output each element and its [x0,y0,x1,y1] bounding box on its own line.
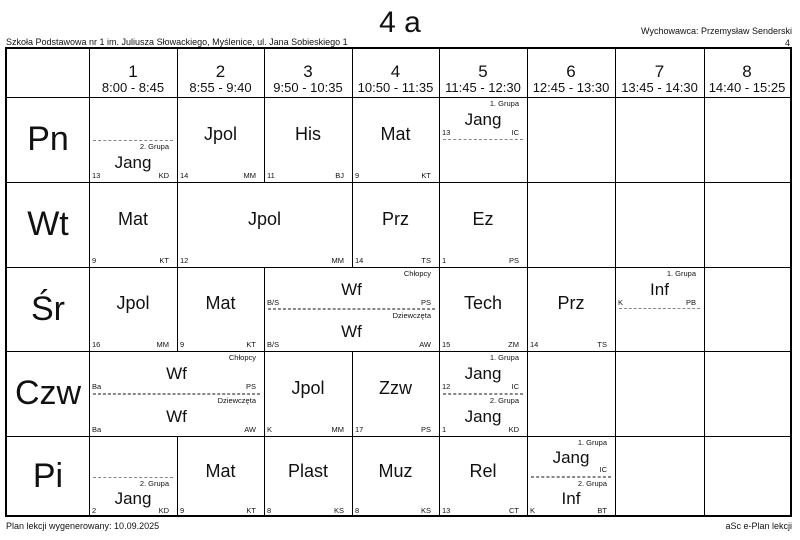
lesson-room: B/S [267,339,280,349]
lesson-subject: Wf [166,364,187,384]
lesson-cell [89,267,177,351]
column-separator [704,182,705,267]
lesson-room: K [618,297,624,307]
lesson-subject: Jpol [116,293,150,313]
lesson-cell [352,351,439,436]
day-label-2: Wt [27,205,69,243]
lesson-subject: Wf [341,322,362,341]
lesson-cell [177,436,264,517]
column-separator [527,351,528,436]
lesson-subject: Mat [205,460,236,481]
lesson-subject: Inf [561,488,581,508]
group-divider [531,477,611,478]
lesson-group: 2. Grupa [139,141,169,151]
lesson-room: K [530,505,536,515]
lesson-room: 13 [92,170,101,180]
period-time: 10:50 - 11:35 [357,80,434,95]
lesson-room: 13 [442,505,451,515]
lesson-cell [527,477,615,518]
period-header-6 [527,49,615,97]
period-number: 4 [390,62,401,81]
period-time: 14:40 - 15:25 [708,80,786,95]
group-divider [268,309,435,310]
lesson-room: 15 [442,339,451,349]
lesson-cell [439,97,527,140]
lesson-teacher: PS [245,382,256,391]
lesson-group: Chłopcy [403,269,431,278]
column-separator [615,436,616,517]
lesson-cell [89,140,177,183]
lesson-cell [439,436,527,517]
lesson-cell [439,182,527,267]
period-number: 8 [742,62,752,81]
day-label-4: Czw [14,374,82,412]
period-time: 13:45 - 14:30 [621,80,698,95]
lesson-group: Dziewczęta [392,311,431,320]
lesson-teacher: KD [508,424,519,434]
period-header-8 [704,49,790,97]
lesson-cell [439,351,527,394]
lesson-group: 1. Grupa [666,269,696,278]
lesson-subject: Plast [287,460,329,481]
lesson-room: 1 [442,424,447,434]
group-divider [93,140,173,141]
group-divider [93,394,260,395]
period-time: 9:50 - 10:35 [273,80,343,95]
lesson-subject: Ez [472,208,494,229]
lesson-group: 2. Grupa [489,395,519,405]
lesson-cell [264,351,352,436]
lesson-room: 14 [180,170,189,180]
period-header-2 [177,49,264,97]
lesson-teacher: PS [420,424,431,434]
lesson-cell [264,267,439,309]
lesson-room: 13 [442,128,451,137]
column-separator [615,182,616,267]
lesson-subject: Muz [378,460,413,481]
lesson-subject: Mat [380,123,411,144]
lesson-room: 1 [442,255,447,265]
lesson-teacher: IC [511,382,519,391]
lesson-subject: Wf [166,406,187,426]
lesson-teacher: BT [597,505,607,515]
lesson-teacher: TS [597,339,607,349]
lesson-subject: Jpol [291,377,325,398]
lesson-room: 17 [355,424,364,434]
lesson-subject: Zzw [379,377,412,398]
lesson-group: 1. Grupa [489,99,519,108]
period-header-7 [615,49,704,97]
lesson-cell [527,436,615,477]
lesson-teacher: MM [331,255,344,265]
period-header-5 [439,49,527,97]
lesson-cell [177,267,264,351]
lesson-subject: Prz [382,208,409,229]
lesson-room: 9 [180,339,185,349]
lesson-teacher: AW [244,424,256,434]
day-label-5: Pi [32,457,64,495]
lesson-teacher: KD [158,505,169,515]
lesson-subject: Jang [114,152,152,172]
lesson-cell [352,182,439,267]
lesson-cell [439,394,527,437]
lesson-subject: Jang [552,448,590,468]
lesson-room: 12 [442,382,451,391]
column-separator [704,97,705,182]
lesson-cell [352,436,439,517]
lesson-cell [439,267,527,351]
column-separator [615,351,616,436]
lesson-room: 9 [92,255,97,265]
lesson-cell [264,309,439,351]
lesson-group: 1. Grupa [577,438,607,447]
day-label-3: Śr [31,290,65,328]
lesson-teacher: PS [508,255,519,265]
lesson-teacher: MM [331,424,344,434]
lesson-room: 9 [355,170,360,180]
lesson-subject: Jang [114,488,152,508]
lesson-cell [89,477,177,518]
lesson-subject: Wf [341,280,362,299]
lesson-subject: Inf [650,280,669,299]
timetable-grid [5,47,792,517]
lesson-teacher: ZM [508,339,519,349]
lesson-subject: His [295,123,321,144]
lesson-room: 8 [267,505,272,515]
period-time: 11:45 - 12:30 [445,80,521,95]
lesson-teacher: PB [685,297,696,307]
group-divider [443,394,523,395]
period-number: 3 [303,62,313,81]
column-separator [704,436,705,517]
lesson-cell [89,351,264,394]
lesson-room: K [267,424,273,434]
lesson-subject: Rel [469,460,497,481]
column-separator [527,182,528,267]
lesson-room: Ba [92,382,102,391]
lesson-teacher: IC [511,128,519,137]
period-number: 6 [566,62,576,81]
lesson-subject: Jang [464,110,502,130]
lesson-room: 16 [92,339,101,349]
lesson-group: Chłopcy [228,353,256,362]
lesson-cell [352,97,439,182]
column-separator [704,267,705,351]
page-number: 4 [784,38,790,48]
lesson-teacher: IC [599,465,607,474]
lesson-cell [615,267,704,309]
lesson-teacher: CT [509,505,519,515]
lesson-cell [177,97,264,182]
lesson-room: B/S [267,297,280,307]
lesson-teacher: PS [420,297,431,307]
class-teacher: Wychowawca: Przemysław Senderski [641,26,792,36]
page-title: 4 a [379,6,421,39]
lesson-teacher: KS [420,505,431,515]
lesson-teacher: MM [156,339,169,349]
column-separator [615,97,616,182]
lesson-cell [264,436,352,517]
period-time: 12:45 - 13:30 [532,80,610,95]
lesson-subject: Prz [557,293,585,313]
generated-date: Plan lekcji wygenerowany: 10.09.2025 [6,521,160,531]
lesson-subject: Mat [205,293,236,313]
lesson-cell [177,182,352,267]
lesson-subject: Jpol [203,123,238,144]
period-time: 8:55 - 9:40 [189,80,252,95]
period-time: 8:00 - 8:45 [101,80,165,95]
column-separator [527,97,528,182]
lesson-group: 2. Grupa [139,478,169,488]
group-divider [619,308,700,309]
group-divider [93,477,173,478]
period-header-4 [352,49,439,97]
lesson-room: Ba [92,424,102,434]
period-number: 7 [654,62,665,81]
lesson-subject: Mat [117,208,148,229]
lesson-subject: Jang [464,364,502,384]
lesson-teacher: KT [246,505,256,515]
lesson-subject: Jpol [247,208,282,229]
lesson-subject: Tech [463,293,503,313]
lesson-teacher: KT [159,255,169,265]
day-label-1: Pn [27,120,69,158]
lesson-group: Dziewczęta [217,395,256,405]
lesson-subject: Jang [464,406,502,426]
lesson-room: 14 [355,255,364,265]
lesson-group: 2. Grupa [577,478,607,488]
lesson-teacher: KT [246,339,256,349]
lesson-cell [264,97,352,182]
lesson-teacher: TS [421,255,431,265]
period-number: 2 [215,62,226,81]
lesson-teacher: KS [333,505,344,515]
school-name: Szkoła Podstawowa nr 1 im. Juliusza Słowackiego, Myślenice, ul. Jana Sobieskiego 1 [6,37,348,47]
lesson-teacher: KT [421,170,431,180]
group-divider [443,139,523,140]
column-separator [704,351,705,436]
lesson-cell [89,394,264,437]
lesson-cell [89,182,177,267]
lesson-room: 9 [180,505,185,515]
lesson-room: 14 [530,339,539,349]
lesson-cell [527,267,615,351]
period-number: 5 [478,62,488,81]
lesson-teacher: KD [158,170,169,180]
software-credit: aSc e-Plan lekcji [725,521,792,531]
lesson-group: 1. Grupa [489,353,519,362]
lesson-room: 8 [355,505,360,515]
period-header-1 [89,49,177,97]
lesson-room: 12 [180,255,189,265]
lesson-teacher: AW [419,339,431,349]
lesson-room: 11 [267,170,275,180]
period-number: 1 [128,62,138,81]
lesson-teacher: BJ [335,170,344,180]
period-header-3 [264,49,352,97]
lesson-teacher: MM [243,170,256,180]
lesson-room: 2 [92,505,97,515]
